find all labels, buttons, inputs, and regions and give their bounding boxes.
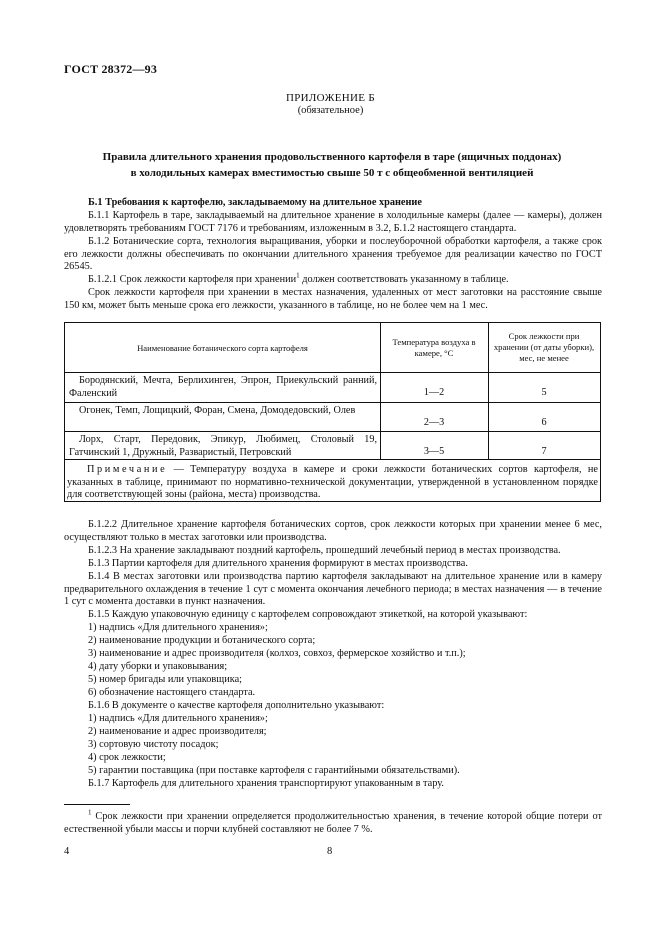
quality-doc-list-item-1: 1) надпись «Для длительного хранения»; <box>88 713 268 724</box>
page-number-center: 8 <box>327 846 333 857</box>
footnote-reference: 1 <box>296 271 300 280</box>
paragraph-b1-2-3: Б.1.2.3 На хранение закладывают поздний картофель, прошедший лечебный период в местах производства. <box>88 545 561 556</box>
page-number-left: 4 <box>64 846 70 857</box>
table-row-3-temperature: 3—5 <box>423 446 445 457</box>
quality-doc-list-item-3: 3) сортовую чистоту посадок; <box>88 739 219 750</box>
paragraph-b1-2-2: Б.1.2.2 Длительное хранение картофеля ботанических сортов, срок лежкости которых при хранении менее 6 мес, осуществляют только в местах заготовки или производства. <box>64 519 602 543</box>
paragraph-b1-3: Б.1.3 Партии картофеля для длительного хранения формируют в местах производства. <box>88 558 468 569</box>
table-row-divider <box>65 431 600 432</box>
storage-terms-table <box>64 322 601 502</box>
table-header-term: Срок лежкости при хранении (от даты уборки), мес, не менее <box>493 331 595 363</box>
table-column-divider <box>488 323 489 459</box>
footnote-text: Срок лежкости при хранении определяется продолжительностью хранения, в течение которой общие потери от естественной убыли массы и порчи клубней составляют не более 7 %. <box>64 811 602 835</box>
section-heading-b1: Б.1 Требования к картофелю, закладываемому на длительное хранение <box>88 197 422 208</box>
quality-doc-list-item-5: 5) гарантии поставщика (при поставке картофеля с гарантийными обязательствами). <box>88 765 460 776</box>
paragraph-b1-2-1-text-end: должен соответствовать указанному в таблице. <box>299 274 509 285</box>
table-row-2-temperature: 2—3 <box>423 417 445 428</box>
footnote-separator <box>64 804 130 805</box>
quality-doc-list-item-2: 2) наименование и адрес производителя; <box>88 726 267 737</box>
footnote-mark: 1 <box>88 808 92 817</box>
paragraph-b1-2-1-text: Б.1.2.1 Срок лежкости картофеля при хранении <box>88 274 297 285</box>
table-row-3-varieties: Лорх, Старт, Передовик, Эпикур, Любимец, Столовый 19, Гатчинский 1, Дружный, Разваристый, Петровский <box>69 434 377 458</box>
table-row-2-term: 6 <box>541 417 547 428</box>
paragraph-b1-2: Б.1.2 Ботанические сорта, технология выращивания, уборки и послеуборочной обработки картофеля, а также срок его лежкости должны обеспечивать по окончании длительного хранения требуемое для реализации качество по ГОСТ 26545. <box>64 236 602 273</box>
label-list-item-3: 3) наименование и адрес производителя (колхоз, совхоз, фермерское хозяйство и т.п.); <box>88 648 466 659</box>
paragraph-b1-7: Б.1.7 Картофель для длительного хранения транспортируют упакованным в тару. <box>88 778 444 789</box>
table-note-text: — Температуру воздуха в камере и сроки лежкости ботанических сортов картофеля, не указанных в таблице, принимают по нормативно-технической документации, утвержденной в установленном порядке для соответствующей зоны (района, места) производства. <box>67 464 598 501</box>
table-row-1-varieties: Бородянский, Мечта, Берлихинген, Эпрон, Приекульский ранний, Фаленский <box>69 375 377 399</box>
label-list-item-4: 4) дату уборки и упаковывания; <box>88 661 228 672</box>
label-list-item-1: 1) надпись «Для длительного хранения»; <box>88 622 268 633</box>
table-row-divider <box>65 402 600 403</box>
label-list-item-6: 6) обозначение настоящего стандарта. <box>88 687 256 698</box>
label-list-item-5: 5) номер бригады или упаковщика; <box>88 674 243 685</box>
paragraph-b1-1: Б.1.1 Картофель в таре, закладываемый на длительное хранение в холодильные камеры (далее — камеры), должен удовлетворять требованиям ГОСТ 7176 и требованиям, изложенным в 3.2, Б.1.2 настоящего стандарта. <box>64 210 602 234</box>
table-row-1-temperature: 1—2 <box>423 387 445 398</box>
main-title-line-2: в холодильных камерах вместимостью свыше 50 т с общеобменной вентиляцией <box>130 167 534 179</box>
label-list-item-2: 2) наименование продукции и ботанического сорта; <box>88 635 316 646</box>
quality-doc-list-item-4: 4) срок лежкости; <box>88 752 166 763</box>
paragraph-b1-5: Б.1.5 Каждую упаковочную единицу с картофелем сопровождают этикеткой, на которой указывают: <box>88 609 528 620</box>
main-title-line-1: Правила длительного хранения продовольственного картофеля в таре (ящичных поддонах) <box>102 151 562 163</box>
paragraph-b1-6: Б.1.6 В документе о качестве картофеля дополнительно указывают: <box>88 700 385 711</box>
appendix-subtitle: (обязательное) <box>297 105 364 116</box>
table-row-divider <box>65 372 600 373</box>
table-row-1-term: 5 <box>541 387 547 398</box>
document-code: ГОСТ 28372—93 <box>64 62 158 76</box>
table-header-temperature: Температура воздуха в камере, °С <box>392 337 476 358</box>
table-note <box>67 464 598 502</box>
table-row-3-term: 7 <box>541 446 547 457</box>
appendix-title: ПРИЛОЖЕНИЕ Б <box>286 92 375 104</box>
table-row-2-varieties: Огонек, Темп, Лощицкий, Форан, Смена, Домодедовский, Олев <box>79 405 356 416</box>
table-column-divider <box>380 323 381 459</box>
table-header-variety: Наименование ботанического сорта картофеля <box>137 343 308 353</box>
table-note-label: Примечание <box>87 464 168 475</box>
paragraph-b1-2-1 <box>64 271 602 287</box>
footnote <box>64 808 602 836</box>
paragraph-b1-4: Б.1.4 В местах заготовки или производства партию картофеля закладывают на длительное хранение или в камеру предварительного охлаждения в течение 1 сут с момента окончания лечебного периода; в местах назначения — в течение 1 сут с момента доставки в пункт назначения. <box>64 571 602 608</box>
paragraph-b1-2-1-distance: Срок лежкости картофеля при хранении в местах назначения, удаленных от мест заготовки на расстояние свыше 150 км, может быть меньше срока его лежкости, указанного в таблице, но не более чем на 1 мес. <box>64 287 602 311</box>
